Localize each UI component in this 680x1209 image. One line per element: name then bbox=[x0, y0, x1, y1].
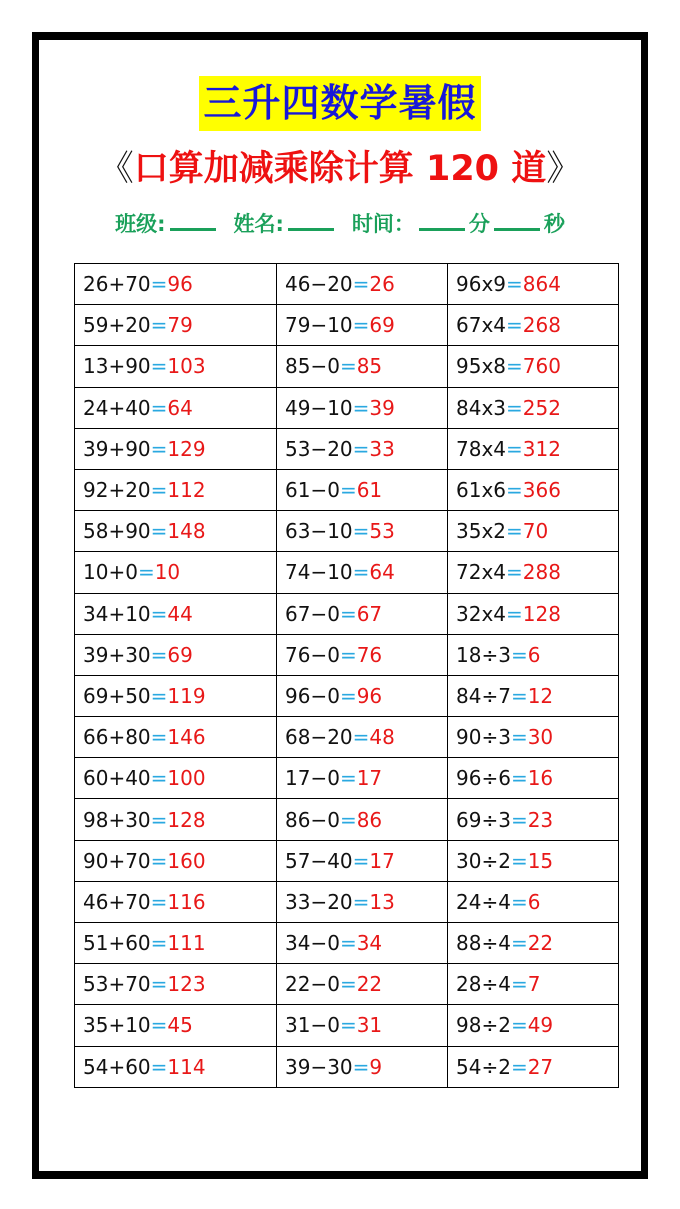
equals-sign: = bbox=[506, 519, 523, 544]
problem-cell bbox=[448, 552, 619, 593]
problem-cell bbox=[75, 387, 277, 428]
second-label: 秒 bbox=[543, 212, 565, 236]
equals-sign: = bbox=[150, 848, 168, 873]
problem-question: 98÷2 bbox=[456, 1013, 511, 1038]
equals-sign: = bbox=[150, 519, 168, 544]
problem-cell bbox=[277, 511, 448, 552]
problem-question: 96÷6 bbox=[456, 766, 511, 791]
problem-cell bbox=[75, 675, 277, 716]
problem-answer: 129 bbox=[167, 436, 206, 461]
equals-sign: = bbox=[510, 807, 528, 832]
problem-question: 96−0 bbox=[285, 683, 340, 708]
equals-sign: = bbox=[150, 354, 168, 379]
problem-question: 10+0 bbox=[83, 560, 138, 585]
problem-question: 63−10 bbox=[285, 519, 353, 544]
equals-sign: = bbox=[352, 889, 370, 914]
problem-cell bbox=[75, 511, 277, 552]
open-bracket: 《 bbox=[98, 149, 134, 189]
problem-question: 67x4 bbox=[456, 313, 507, 338]
equals-sign: = bbox=[150, 642, 168, 667]
problem-question: 13+90 bbox=[83, 354, 151, 379]
problem-answer: 31 bbox=[356, 1013, 383, 1038]
problem-cell bbox=[75, 593, 277, 634]
equals-sign: = bbox=[510, 889, 528, 914]
table-row bbox=[75, 428, 619, 469]
equals-sign: = bbox=[137, 560, 155, 585]
problem-answer: 116 bbox=[167, 889, 206, 914]
problem-answer: 16 bbox=[527, 766, 554, 791]
problem-cell bbox=[75, 717, 277, 758]
problem-cell bbox=[448, 511, 619, 552]
minute-label: 分 bbox=[468, 212, 490, 236]
equals-sign: = bbox=[339, 972, 357, 997]
equals-sign: = bbox=[352, 436, 370, 461]
problem-answer: 48 bbox=[369, 725, 395, 750]
table-row bbox=[75, 964, 619, 1005]
equals-sign: = bbox=[150, 436, 168, 461]
problem-cell bbox=[277, 387, 448, 428]
problem-question: 60+40 bbox=[83, 766, 151, 791]
problem-cell bbox=[277, 840, 448, 881]
equals-sign: = bbox=[352, 560, 370, 585]
table-row bbox=[75, 1046, 619, 1087]
problem-question: 74−10 bbox=[285, 560, 353, 585]
problem-cell bbox=[448, 840, 619, 881]
subtitle-text: 口算加减乘除计算 120 道 bbox=[133, 149, 547, 189]
problem-question: 49−10 bbox=[285, 395, 353, 420]
problem-question: 54+60 bbox=[83, 1054, 151, 1079]
equals-sign: = bbox=[506, 272, 523, 297]
problem-cell bbox=[75, 346, 277, 387]
problem-answer: 49 bbox=[527, 1013, 554, 1038]
problem-question: 85−0 bbox=[285, 354, 340, 379]
problem-cell bbox=[75, 428, 277, 469]
problem-cell bbox=[75, 923, 277, 964]
problem-answer: 67 bbox=[356, 601, 383, 626]
problem-question: 33−20 bbox=[285, 889, 353, 914]
problem-cell bbox=[75, 1046, 277, 1087]
equals-sign: = bbox=[150, 1013, 168, 1038]
equals-sign: = bbox=[510, 683, 528, 708]
problem-question: 79−10 bbox=[285, 313, 353, 338]
table-row bbox=[75, 552, 619, 593]
problem-cell bbox=[448, 758, 619, 799]
problem-cell bbox=[448, 593, 619, 634]
problem-cell bbox=[277, 593, 448, 634]
problem-question: 32x4 bbox=[456, 601, 507, 626]
table-row bbox=[75, 881, 619, 922]
problem-cell bbox=[75, 881, 277, 922]
equals-sign: = bbox=[339, 683, 357, 708]
problem-question: 69÷3 bbox=[456, 807, 511, 832]
problem-question: 39−30 bbox=[285, 1054, 353, 1079]
problem-cell bbox=[75, 840, 277, 881]
problem-question: 95x8 bbox=[456, 354, 507, 379]
problem-question: 46−20 bbox=[285, 272, 353, 297]
equals-sign: = bbox=[506, 436, 523, 461]
equals-sign: = bbox=[510, 766, 528, 791]
table-row bbox=[75, 799, 619, 840]
problem-cell bbox=[448, 675, 619, 716]
table-row bbox=[75, 593, 619, 634]
problem-question: 57−40 bbox=[285, 848, 353, 873]
problem-question: 66+80 bbox=[83, 725, 151, 750]
problem-question: 61−0 bbox=[285, 478, 340, 503]
problem-question: 78x4 bbox=[456, 436, 507, 461]
problem-answer: 86 bbox=[356, 807, 383, 832]
problem-cell bbox=[448, 264, 619, 305]
problem-question: 68−20 bbox=[285, 725, 353, 750]
problem-question: 51+60 bbox=[83, 931, 151, 956]
problem-question: 18÷3 bbox=[456, 642, 511, 667]
second-blank bbox=[494, 206, 540, 231]
name-blank bbox=[288, 206, 334, 231]
minute-blank bbox=[419, 206, 465, 231]
problem-answer: 96 bbox=[167, 272, 193, 297]
worksheet-title: 三升四数学暑假 bbox=[199, 76, 480, 131]
problem-answer: 64 bbox=[369, 560, 395, 585]
problem-answer: 39 bbox=[369, 395, 395, 420]
equals-sign: = bbox=[339, 931, 357, 956]
problem-answer: 366 bbox=[522, 478, 561, 503]
equals-sign: = bbox=[339, 1013, 357, 1038]
problem-answer: 70 bbox=[522, 519, 549, 544]
equals-sign: = bbox=[352, 725, 370, 750]
table-row bbox=[75, 758, 619, 799]
problem-cell bbox=[277, 923, 448, 964]
problem-cell bbox=[277, 881, 448, 922]
equals-sign: = bbox=[510, 848, 528, 873]
problem-cell bbox=[448, 881, 619, 922]
problem-answer: 760 bbox=[522, 354, 561, 379]
problem-answer: 128 bbox=[522, 601, 561, 626]
problem-cell bbox=[75, 469, 277, 510]
problem-question: 17−0 bbox=[285, 766, 340, 791]
problem-question: 35x2 bbox=[456, 519, 507, 544]
class-label: 班级: bbox=[115, 212, 166, 236]
table-row bbox=[75, 511, 619, 552]
equals-sign: = bbox=[506, 395, 523, 420]
equals-sign: = bbox=[339, 807, 357, 832]
equals-sign: = bbox=[150, 601, 168, 626]
problem-question: 58+90 bbox=[83, 519, 151, 544]
equals-sign: = bbox=[510, 725, 528, 750]
problem-answer: 22 bbox=[356, 972, 383, 997]
problem-answer: 64 bbox=[167, 395, 193, 420]
problem-question: 69+50 bbox=[83, 683, 151, 708]
problem-cell bbox=[277, 1046, 448, 1087]
student-info-line bbox=[0, 206, 680, 240]
problem-cell bbox=[75, 552, 277, 593]
problem-answer: 10 bbox=[154, 560, 181, 585]
problem-question: 28÷4 bbox=[456, 972, 511, 997]
problem-answer: 148 bbox=[167, 519, 206, 544]
problem-question: 67−0 bbox=[285, 601, 340, 626]
problem-cell bbox=[448, 305, 619, 346]
equals-sign: = bbox=[352, 848, 370, 873]
problem-answer: 69 bbox=[369, 313, 395, 338]
problem-cell bbox=[448, 634, 619, 675]
table-row bbox=[75, 840, 619, 881]
problem-answer: 27 bbox=[527, 1054, 554, 1079]
problem-answer: 22 bbox=[527, 931, 554, 956]
problem-cell bbox=[75, 1005, 277, 1046]
problem-cell bbox=[277, 346, 448, 387]
close-bracket: 》 bbox=[546, 149, 582, 189]
problem-answer: 119 bbox=[167, 683, 206, 708]
problem-answer: 17 bbox=[369, 848, 395, 873]
table-row bbox=[75, 346, 619, 387]
equals-sign: = bbox=[150, 478, 168, 503]
problem-cell bbox=[75, 799, 277, 840]
equals-sign: = bbox=[150, 972, 168, 997]
problem-question: 92+20 bbox=[83, 478, 151, 503]
problem-answer: 268 bbox=[522, 313, 561, 338]
problem-cell bbox=[277, 305, 448, 346]
worksheet-subtitle bbox=[0, 144, 680, 194]
problem-answer: 160 bbox=[167, 848, 206, 873]
equals-sign: = bbox=[150, 1054, 168, 1079]
problem-answer: 6 bbox=[527, 889, 541, 914]
problem-answer: 44 bbox=[167, 601, 193, 626]
problem-answer: 12 bbox=[527, 683, 554, 708]
table-row bbox=[75, 675, 619, 716]
problem-question: 26+70 bbox=[83, 272, 151, 297]
problem-question: 98+30 bbox=[83, 807, 151, 832]
problem-question: 72x4 bbox=[456, 560, 507, 585]
problem-question: 96x9 bbox=[456, 272, 507, 297]
problem-question: 24÷4 bbox=[456, 889, 511, 914]
problem-answer: 123 bbox=[167, 972, 206, 997]
problem-answer: 45 bbox=[167, 1013, 193, 1038]
equals-sign: = bbox=[339, 642, 357, 667]
problem-question: 31−0 bbox=[285, 1013, 340, 1038]
problem-cell bbox=[75, 758, 277, 799]
problem-answer: 76 bbox=[356, 642, 383, 667]
equals-sign: = bbox=[506, 560, 523, 585]
problem-cell bbox=[277, 799, 448, 840]
problem-answer: 85 bbox=[356, 354, 383, 379]
problem-answer: 30 bbox=[527, 725, 554, 750]
table-row bbox=[75, 717, 619, 758]
problem-cell bbox=[75, 264, 277, 305]
problem-answer: 6 bbox=[527, 642, 541, 667]
problem-cell bbox=[448, 717, 619, 758]
equals-sign: = bbox=[352, 313, 370, 338]
problem-question: 84÷7 bbox=[456, 683, 511, 708]
problem-question: 88÷4 bbox=[456, 931, 511, 956]
problem-question: 53−20 bbox=[285, 436, 353, 461]
equals-sign: = bbox=[150, 272, 168, 297]
equals-sign: = bbox=[510, 1054, 528, 1079]
equals-sign: = bbox=[510, 642, 528, 667]
problem-question: 22−0 bbox=[285, 972, 340, 997]
problem-cell bbox=[75, 305, 277, 346]
problem-answer: 288 bbox=[522, 560, 561, 585]
problem-answer: 53 bbox=[369, 519, 395, 544]
equals-sign: = bbox=[150, 683, 168, 708]
equals-sign: = bbox=[510, 972, 528, 997]
equals-sign: = bbox=[150, 725, 168, 750]
problem-cell bbox=[277, 717, 448, 758]
problem-question: 34−0 bbox=[285, 931, 340, 956]
problem-answer: 69 bbox=[167, 642, 193, 667]
equals-sign: = bbox=[510, 1013, 528, 1038]
table-row bbox=[75, 387, 619, 428]
problem-answer: 33 bbox=[369, 436, 395, 461]
table-row bbox=[75, 923, 619, 964]
equals-sign: = bbox=[150, 766, 168, 791]
problem-answer: 15 bbox=[527, 848, 554, 873]
problem-answer: 100 bbox=[167, 766, 206, 791]
problem-question: 34+10 bbox=[83, 601, 151, 626]
problem-answer: 252 bbox=[522, 395, 561, 420]
problem-answer: 26 bbox=[369, 272, 395, 297]
equals-sign: = bbox=[150, 807, 168, 832]
problem-cell bbox=[448, 469, 619, 510]
problem-answer: 112 bbox=[167, 478, 206, 503]
problem-cell bbox=[448, 1046, 619, 1087]
problem-answer: 13 bbox=[369, 889, 395, 914]
problem-cell bbox=[277, 552, 448, 593]
equals-sign: = bbox=[150, 931, 168, 956]
problem-cell bbox=[277, 634, 448, 675]
problem-cell bbox=[448, 346, 619, 387]
equals-sign: = bbox=[510, 931, 528, 956]
equals-sign: = bbox=[352, 272, 370, 297]
problem-question: 30÷2 bbox=[456, 848, 511, 873]
problem-question: 76−0 bbox=[285, 642, 340, 667]
problem-answer: 111 bbox=[167, 931, 206, 956]
problem-cell bbox=[448, 799, 619, 840]
equals-sign: = bbox=[150, 395, 168, 420]
problem-question: 39+30 bbox=[83, 642, 151, 667]
equals-sign: = bbox=[352, 1054, 370, 1079]
equals-sign: = bbox=[506, 478, 523, 503]
table-row bbox=[75, 1005, 619, 1046]
name-label: 姓名: bbox=[233, 212, 284, 236]
problem-answer: 128 bbox=[167, 807, 206, 832]
problem-answer: 146 bbox=[167, 725, 206, 750]
problem-cell bbox=[277, 964, 448, 1005]
equals-sign: = bbox=[352, 519, 370, 544]
class-blank bbox=[170, 206, 216, 231]
problem-question: 90+70 bbox=[83, 848, 151, 873]
problem-answer: 79 bbox=[167, 313, 193, 338]
problem-answer: 61 bbox=[356, 478, 383, 503]
equals-sign: = bbox=[339, 766, 357, 791]
problem-question: 24+40 bbox=[83, 395, 151, 420]
problem-question: 53+70 bbox=[83, 972, 151, 997]
problem-cell bbox=[75, 964, 277, 1005]
table-row bbox=[75, 469, 619, 510]
problem-question: 59+20 bbox=[83, 313, 151, 338]
problem-answer: 312 bbox=[522, 436, 561, 461]
problem-question: 46+70 bbox=[83, 889, 151, 914]
equals-sign: = bbox=[506, 313, 523, 338]
arithmetic-table bbox=[74, 263, 619, 1088]
problem-answer: 17 bbox=[356, 766, 383, 791]
problem-question: 35+10 bbox=[83, 1013, 151, 1038]
problem-answer: 96 bbox=[356, 683, 383, 708]
problem-cell bbox=[277, 428, 448, 469]
problem-question: 54÷2 bbox=[456, 1054, 511, 1079]
problem-answer: 114 bbox=[167, 1054, 206, 1079]
problem-cell bbox=[277, 264, 448, 305]
problem-question: 61x6 bbox=[456, 478, 507, 503]
equals-sign: = bbox=[150, 313, 168, 338]
equals-sign: = bbox=[352, 395, 370, 420]
table-row bbox=[75, 305, 619, 346]
problem-cell bbox=[277, 758, 448, 799]
problem-answer: 864 bbox=[522, 272, 561, 297]
problem-cell bbox=[448, 923, 619, 964]
problem-question: 84x3 bbox=[456, 395, 507, 420]
problem-cell bbox=[448, 964, 619, 1005]
problem-cell bbox=[277, 675, 448, 716]
table-row bbox=[75, 264, 619, 305]
problem-question: 39+90 bbox=[83, 436, 151, 461]
problem-answer: 7 bbox=[527, 972, 541, 997]
problem-cell bbox=[448, 428, 619, 469]
equals-sign: = bbox=[339, 354, 357, 379]
equals-sign: = bbox=[506, 354, 523, 379]
problem-cell bbox=[75, 634, 277, 675]
title-container bbox=[0, 76, 680, 131]
problem-cell bbox=[277, 1005, 448, 1046]
problem-answer: 34 bbox=[356, 931, 383, 956]
problem-question: 86−0 bbox=[285, 807, 340, 832]
problem-answer: 23 bbox=[527, 807, 554, 832]
problem-answer: 103 bbox=[167, 354, 206, 379]
equals-sign: = bbox=[339, 478, 357, 503]
problem-answer: 9 bbox=[369, 1054, 383, 1079]
table-row bbox=[75, 634, 619, 675]
problem-cell bbox=[277, 469, 448, 510]
problem-cell bbox=[448, 1005, 619, 1046]
time-label: 时间： bbox=[351, 212, 415, 236]
problem-cell bbox=[448, 387, 619, 428]
equals-sign: = bbox=[506, 601, 523, 626]
equals-sign: = bbox=[150, 889, 168, 914]
problem-question: 90÷3 bbox=[456, 725, 511, 750]
equals-sign: = bbox=[339, 601, 357, 626]
